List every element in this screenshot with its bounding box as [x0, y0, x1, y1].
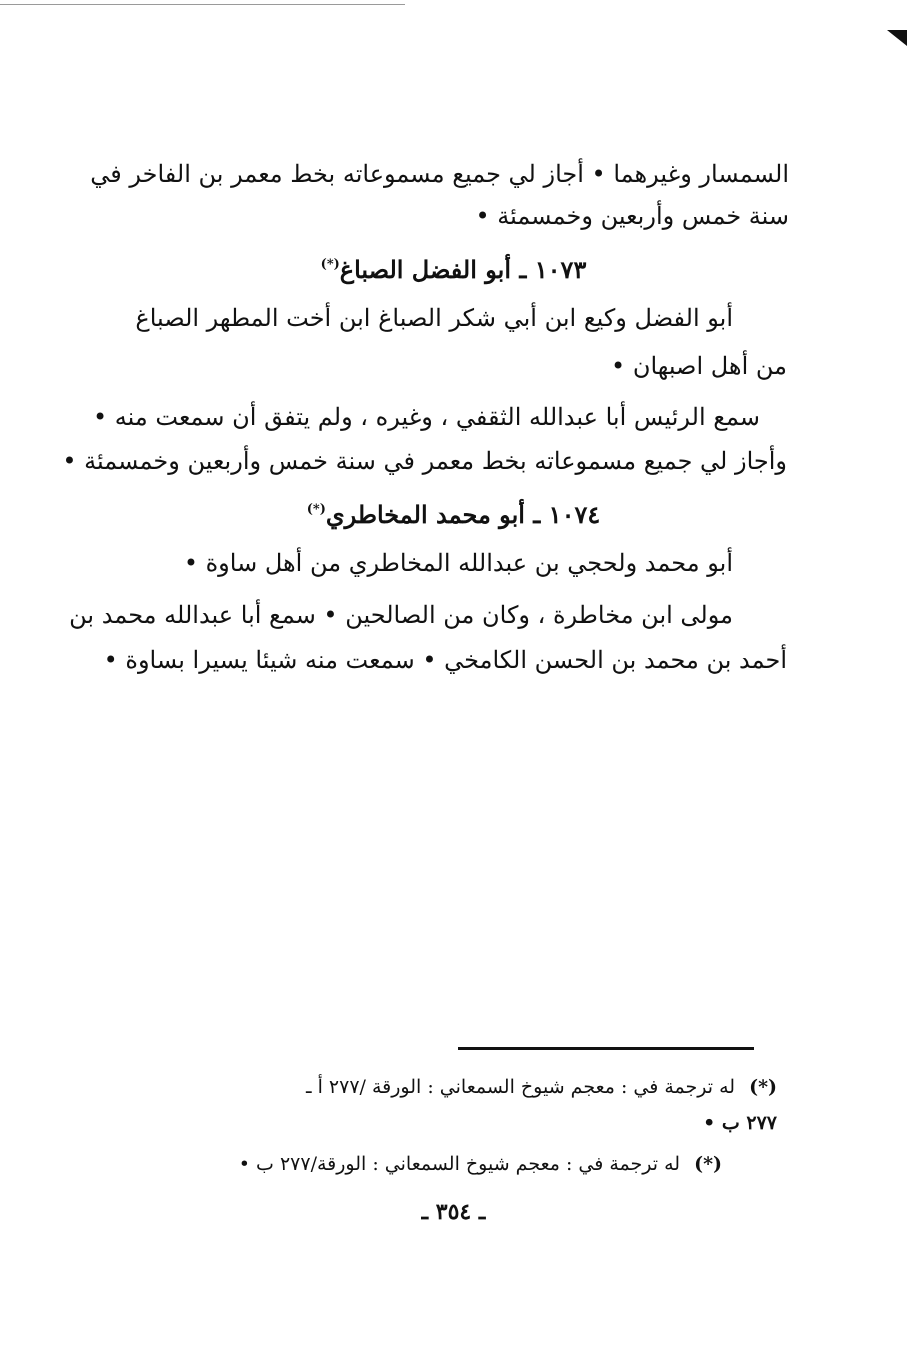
page-number: ـ ٣٥٤ ـ	[421, 1199, 486, 1225]
entry-heading-1073	[0, 250, 907, 285]
text-line: مولى ابن مخاطرة ، وكان من الصالحين • سمع أبا عبدالله محمد بن	[69, 601, 733, 629]
text-line: أحمد بن محمد بن الحسن الكامخي • سمعت منه شيئا يسيرا بساوة •	[103, 646, 787, 674]
footnote-mark: (*)	[694, 1153, 722, 1175]
text-line: أبو الفضل وكيع ابن أبي شكر الصباغ ابن أخت المطهر الصباغ	[135, 304, 733, 332]
text-line: وأجاز لي جميع مسموعاته بخط معمر في سنة خمس وأربعين وخمسمئة •	[62, 447, 787, 475]
footnote-separator	[458, 1047, 754, 1050]
footnote-2	[239, 1151, 722, 1177]
entry-heading-text: ١٠٧٣ ـ أبو الفضل الصباغ	[339, 255, 587, 284]
footnote-reference: (*)	[320, 257, 340, 272]
text-line: سمع الرئيس أبا عبدالله الثقفي ، وغيره ، ولم يتفق أن سمعت منه •	[93, 403, 760, 431]
footnote-1	[306, 1074, 777, 1100]
footnote-1-continuation: ٢٧٧ ب •	[703, 1112, 777, 1134]
page-corner-marker	[887, 30, 907, 46]
text-line: أبو محمد ولحجي بن عبدالله المخاطري من أهل ساوة •	[183, 549, 733, 577]
scan-edge-line	[0, 4, 405, 5]
text-line: سنة خمس وأربعين وخمسمئة •	[475, 202, 789, 230]
text-line: السمسار وغيرهما • أجاز لي جميع مسموعاته بخط معمر بن الفاخر في	[90, 160, 789, 188]
entry-heading-text: ١٠٧٤ ـ أبو محمد المخاطري	[325, 500, 601, 529]
footnote-text: له ترجمة في : معجم شيوخ السمعاني : الورقة/٢٧٧ ب •	[238, 1153, 681, 1175]
footnote-text: له ترجمة في : معجم شيوخ السمعاني : الورقة /٢٧٧ أ ـ	[305, 1076, 736, 1098]
footnote-reference: (*)	[306, 502, 326, 517]
footnote-mark: (*)	[749, 1076, 777, 1098]
entry-heading-1074	[0, 495, 907, 530]
text-line: من أهل اصبهان •	[611, 352, 787, 380]
